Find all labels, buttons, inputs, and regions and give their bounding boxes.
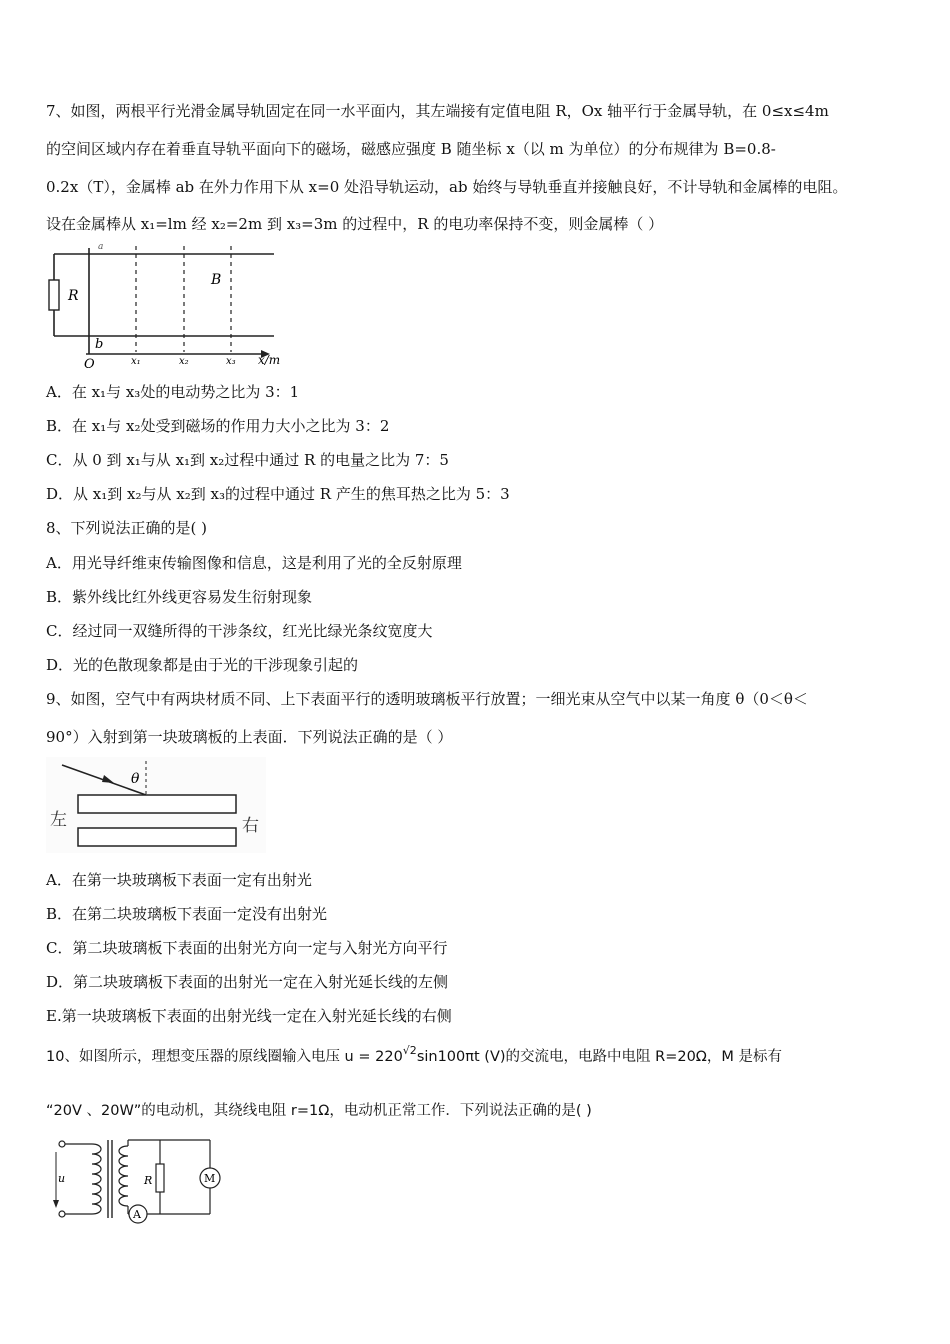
input-label: u <box>58 1172 66 1185</box>
q9-option-b: B．在第二块玻璃板下表面一定没有出射光 <box>46 905 328 923</box>
q10-stem-part-1: 10、如图所示，理想变压器的原线圈输入电压 u = 220 <box>46 1049 403 1065</box>
q9-option-c: C．第二块玻璃板下表面的出射光方向一定与入射光方向平行 <box>46 939 448 957</box>
resistor-label: R <box>68 288 79 304</box>
rod-top-label: a <box>98 242 104 252</box>
angle-label: θ <box>131 771 140 787</box>
q7-option-b: B．在 x₁与 x₂处受到磁场的作用力大小之比为 3：2 <box>46 417 390 435</box>
resistor-symbol <box>156 1164 164 1192</box>
q9-glass-figure <box>46 757 266 853</box>
tick-label-x2: x₂ <box>179 356 189 367</box>
left-label: 左 <box>50 810 67 830</box>
q7-option-d: D．从 x₁到 x₂与从 x₂到 x₃的过程中通过 R 产生的焦耳热之比为 5：3 <box>46 485 510 503</box>
secondary-coil <box>119 1146 128 1206</box>
origin-label: O <box>84 357 95 370</box>
q8-stem: 8、下列说法正确的是( ) <box>46 519 208 537</box>
q7-stem-line-3: 0.2x（T），金属棒 ab 在外力作用下从 x=0 处沿导轨运动，ab 始终与导轨垂直并接触良好，不计导轨和金属棒的电阻。 <box>46 178 848 196</box>
field-label: B <box>211 272 222 288</box>
q7-stem-line-2: 的空间区域内存在着垂直导轨平面向下的磁场，磁感应强度 B 随坐标 x（以 m 为单位）的分布规律为 B=0.8- <box>46 140 776 158</box>
q10-stem-line-2: “20V 、20W”的电动机，其绕线电阻 r=1Ω，电动机正常工作．下列说法正确的是( ) <box>46 1103 592 1119</box>
q7-option-c: C．从 0 到 x₁与从 x₁到 x₂过程中通过 R 的电量之比为 7：5 <box>46 451 449 469</box>
motor-label: M <box>204 1172 216 1185</box>
q9-option-d: D．第二块玻璃板下表面的出射光一定在入射光延长线的左侧 <box>46 973 449 991</box>
q7-option-a: A．在 x₁与 x₃处的电动势之比为 3：1 <box>46 383 300 401</box>
q9-option-a: A．在第一块玻璃板下表面一定有出射光 <box>46 871 312 889</box>
q7-stem-line-1: 7、如图，两根平行光滑金属导轨固定在同一水平面内，其左端接有定值电阻 R，Ox 轴平行于金属导轨，在 0≤x≤4m <box>46 102 829 120</box>
ammeter-label: A <box>133 1208 141 1221</box>
q10-stem-part-2: sin100πt (V)的交流电，电路中电阻 R=20Ω，M 是标有 <box>416 1049 783 1065</box>
axis-label: x/m <box>258 353 281 367</box>
q8-option-d: D．光的色散现象都是由于光的干涉现象引起的 <box>46 656 359 674</box>
q8-option-b: B．紫外线比红外线更容易发生衍射现象 <box>46 588 313 606</box>
rod-bottom-label: b <box>95 337 104 352</box>
q10-transformer-figure <box>46 1134 246 1226</box>
resistor-symbol <box>49 280 59 310</box>
q7-rail-figure <box>46 238 296 370</box>
glass-plate-1 <box>78 795 236 813</box>
tick-label-x1: x₁ <box>131 356 141 367</box>
q8-option-c: C．经过同一双缝所得的干涉条纹，红光比绿光条纹宽度大 <box>46 622 433 640</box>
q10-sqrt: √2 <box>402 1044 417 1057</box>
q8-option-a: A．用光导纤维束传输图像和信息，这是利用了光的全反射原理 <box>46 554 462 572</box>
right-label: 右 <box>242 816 259 836</box>
resistor-label: R <box>144 1174 153 1187</box>
glass-plate-2 <box>78 828 236 846</box>
q9-option-e: E.第一块玻璃板下表面的出射光线一定在入射光延长线的右侧 <box>46 1007 452 1025</box>
q7-stem-line-4: 设在金属棒从 x₁=lm 经 x₂=2m 到 x₃=3m 的过程中，R 的电功率保持不变，则金属棒（ ） <box>46 215 664 233</box>
tick-label-x3: x₃ <box>226 356 236 367</box>
q10-stem-line-1 <box>46 1046 782 1069</box>
primary-coil <box>92 1144 101 1214</box>
q9-stem-line-2: 90°）入射到第一块玻璃板的上表面．下列说法正确的是（ ） <box>46 728 453 746</box>
q9-stem-line-1: 9、如图，空气中有两块材质不同、上下表面平行的透明玻璃板平行放置；一细光束从空气中以某一角度 θ（0＜θ＜ <box>46 690 808 708</box>
